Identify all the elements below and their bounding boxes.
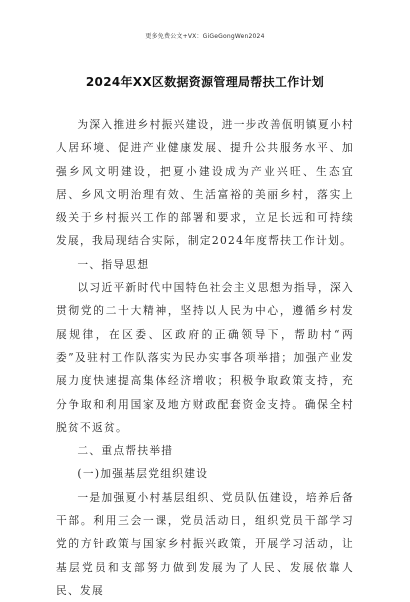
intro-paragraph: 为深入推进乡村振兴建设，进一步改善佤明镇夏小村人居环境、促进产业健康发展、提升公共服务水平、加强乡风文明建设，把夏小建设成为产业兴旺、生态宜居、乡风文明治理有效、生活富裕的美丽乡村，落实上级关于乡村振兴工作的部署和要求，立足长远和可持续发展，我局现结合实际，制定2024年度帮扶工作计划。	[56, 118, 354, 248]
section-heading-guiding-ideology: 一、指导思想	[77, 257, 150, 271]
subsection-heading-party-building: (一)加强基层党组织建设	[77, 467, 209, 481]
party-building-paragraph: 一是加强夏小村基层组织、党员队伍建设，培养后备干部。利用三会一课，党员活动日，组织党员干部学习党的方针政策与国家乡村振兴政策，开展学习活动，让基层党员和支部努力做到发展为了人民、发展依靠人民、发展	[56, 490, 354, 597]
document-title: 2024年XX区数据资源管理局帮扶工作计划	[85, 75, 325, 89]
header-note: 更多免费公文+VX：GiGeGongWen2024	[145, 33, 265, 40]
guiding-ideology-paragraph: 以习近平新时代中国特色社会主义思想为指导，深入贯彻党的二十大精神，坚持以人民为中心，遵循乡村发展规律，在区委、区政府的正确领导下，帮助村“两委”及驻村工作队落实为民办实事各项举措；加强产业发展力度快速提高集体经济增收；积极争取政策支持，充分争取和利用国家及地方财政配套资金支持。确保全村脱贫不返贫。	[56, 281, 354, 434]
document-body	[56, 113, 354, 602]
section-heading-key-measures: 二、重点帮扶举措	[77, 444, 174, 458]
